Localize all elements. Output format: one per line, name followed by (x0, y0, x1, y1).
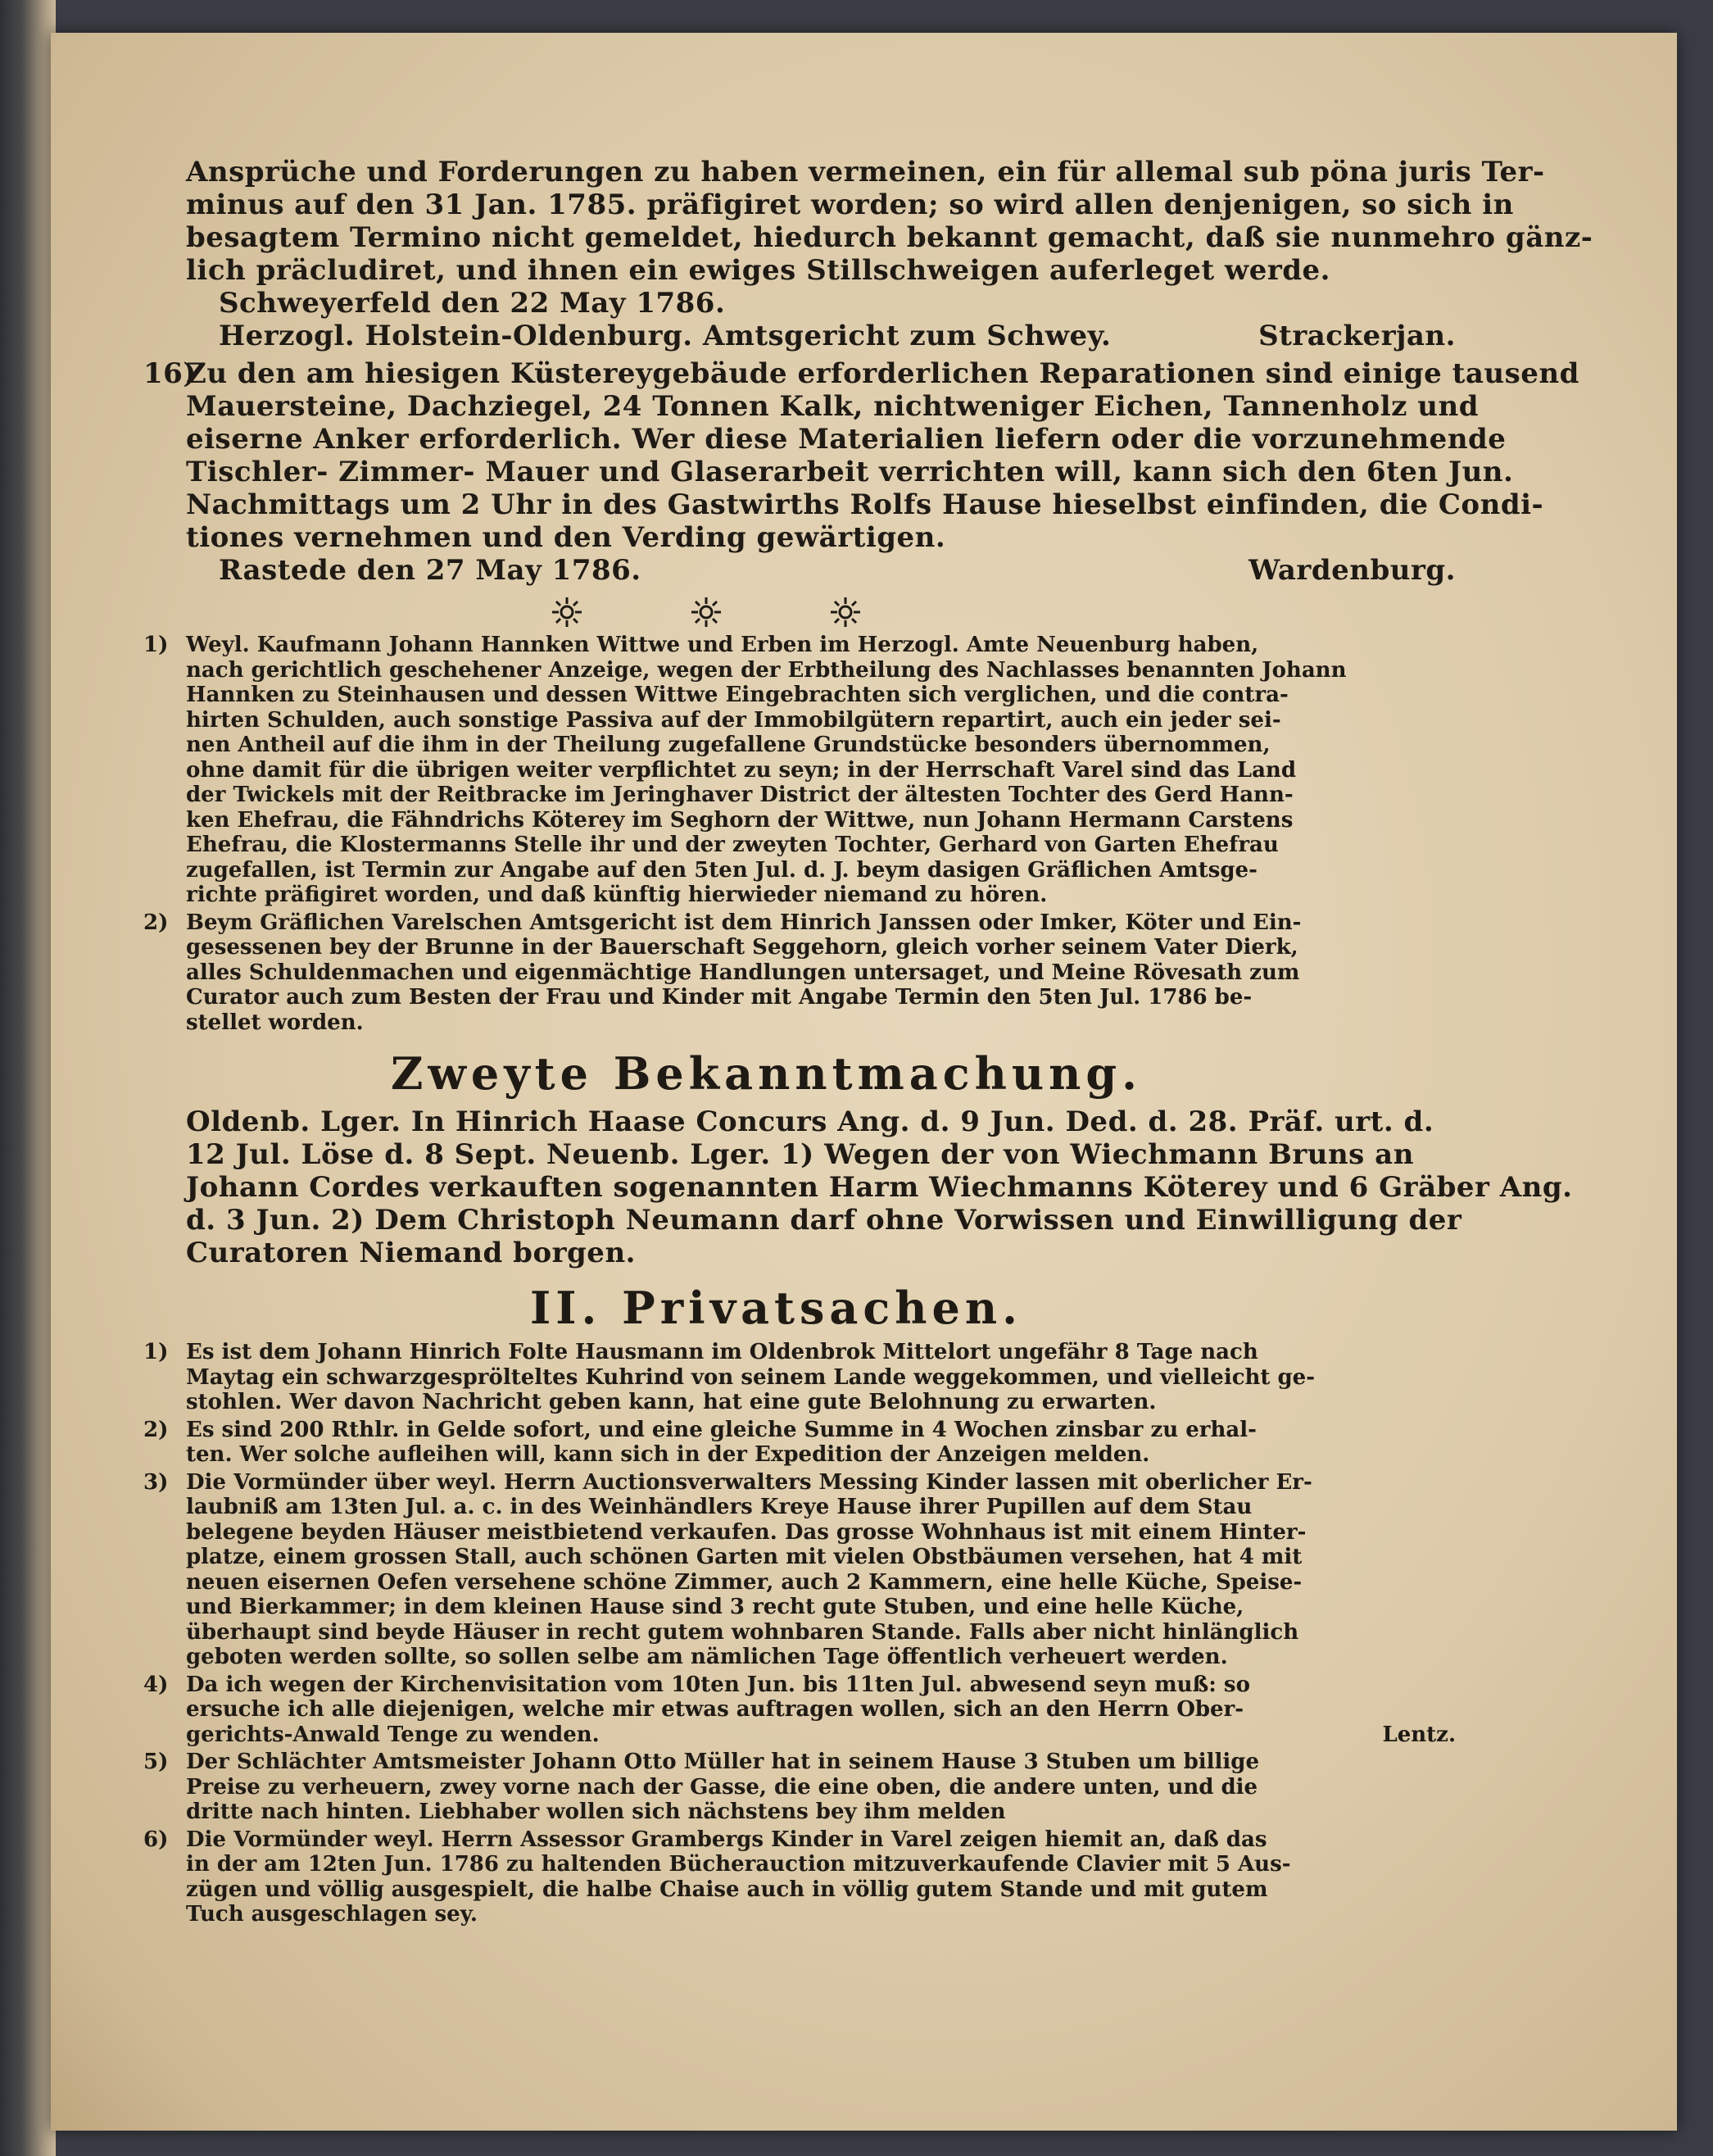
text-line: in der am 12ten Jun. 1786 zu haltenden Bücherauction mitzuverkaufende Clavier mit 5 Aus- (186, 1852, 1291, 1877)
text-line: Hannken zu Steinhausen und dessen Wittwe Eingebrachten sich verglichen, und die contra- (186, 683, 1289, 707)
text-line: Ansprüche und Forderungen zu haben vermeinen, ein für allemal sub pöna juris Ter- (186, 156, 1545, 188)
zweyte-bekanntmachung (186, 1105, 1573, 1269)
text-line: der Twickels mit der Reitbracke im Jeringhaver District der ältesten Tochter des Gerd Hann- (186, 783, 1294, 807)
text-line: eiserne Anker erforderlich. Wer diese Materialien liefern oder die vorzunehmende (186, 423, 1507, 456)
place-date: Rastede den 27 May 1786. (219, 554, 641, 587)
text-line: Zu den am hiesigen Küstereygebäude erforderlichen Reparationen sind einige tausend (186, 357, 1579, 390)
item-number: 2) (143, 910, 169, 935)
text-line: hirten Schulden, auch sonstige Passiva auf der Immobilgütern repartirt, auch ein jeder sei- (186, 707, 1281, 733)
text-line: Tuch ausgeschlagen sey. (186, 1902, 478, 1927)
text-line: Beym Gräflichen Varelschen Amtsgericht ist dem Hinrich Janssen oder Imker, Köter und Ein- (186, 910, 1302, 935)
text-line: Preise zu verheuern, zwey vorne nach der Gasse, die eine oben, die andere unten, und die (186, 1774, 1258, 1800)
text-line: platze, einem grossen Stall, auch schönen Garten mit vielen Obstbäumen versehen, hat 4 mit (186, 1545, 1303, 1569)
text-line: zügen und völlig ausgespielt, die halbe Chaise auch in völlig gutem Stande und mit gutem (186, 1877, 1268, 1902)
text-line: Tischler- Zimmer- Mauer und Glaserarbeit verrichten will, kann sich den 6ten Jun. (186, 456, 1514, 488)
text-line: Curator auch zum Besten der Frau und Kinder mit Angabe Termin den 5ten Jul. 1786 be- (186, 985, 1253, 1010)
text-line: neuen eisernen Oefen versehene schöne Zimmer, auch 2 Kammern, eine helle Küche, Speise- (186, 1569, 1303, 1595)
text-line: überhaupt sind beyde Häuser in recht gutem wohnbaren Stande. Falls aber nicht hinlänglich (186, 1619, 1299, 1645)
text-line: ohne damit für die übrigen weiter verpflichtet zu seyn; in der Herrschaft Varel sind das Land (186, 757, 1297, 783)
text-line: nen Antheil auf die ihm in der Theilung zugefallene Grundstücke besonders übernommen, (186, 733, 1271, 757)
text-line: lich präcludiret, und ihnen ein ewiges Stillschweigen auferleget werde. (186, 254, 1330, 287)
private-item-6 (143, 1827, 1456, 1927)
text-line: belegene beyden Häuser meistbietend verkaufen. Das grosse Wohnhaus ist mit einem Hinter- (186, 1519, 1307, 1545)
item-number: 1) (143, 633, 169, 657)
text-line: Da ich wegen der Kirchenvisitation vom 10ten Jun. bis 11ten Jul. abwesend seyn muß: so (186, 1672, 1250, 1697)
text-line: Die Vormünder über weyl. Herrn Auctionsverwalters Messing Kinder lassen mit oberlicher Er- (186, 1469, 1312, 1495)
text-line: besagtem Termino nicht gemeldet, hiedurch bekannt gemacht, daß sie nunmehro gänz- (186, 221, 1593, 254)
text-line: tiones vernehmen und den Verding gewärtigen. (186, 521, 946, 554)
item-number: 5) (143, 1750, 169, 1774)
text-line: Johann Cordes verkauften sogenannten Harm Wiechmanns Köterey und 6 Gräber Ang. (186, 1171, 1573, 1204)
private-item-1 (143, 1340, 1456, 1415)
text-line: dritte nach hinten. Liebhaber wollen sich nächstens bey ihm melden (186, 1800, 1006, 1824)
signature: Strackerjan. (1258, 320, 1456, 352)
text-line: 12 Jul. Löse d. 8 Sept. Neuenb. Lger. 1) Wegen der von Wiechmann Bruns an (186, 1138, 1414, 1171)
text-line: nach gerichtlich geschehener Anzeige, wegen der Erbtheilung des Nachlasses benannten Johann (186, 657, 1347, 683)
section-heading-privatsachen: II. Privatsachen. (530, 1282, 1022, 1334)
small-notice-2 (143, 910, 1456, 1036)
sun-ornament-icon (829, 596, 862, 629)
text-line: Oldenb. Lger. In Hinrich Haase Concurs Ang. d. 9 Jun. Ded. d. 28. Präf. urt. d. (186, 1105, 1434, 1138)
text-line: geboten werden sollte, so sollen selbe am nämlichen Tage öffentlich verheuert werden. (186, 1645, 1228, 1669)
text-line: und Bierkammer; in dem kleinen Hause sind 3 recht gute Stuben, und eine helle Küche, (186, 1595, 1244, 1619)
place-date-signature-line (186, 554, 1456, 587)
sun-ornament-icon (690, 596, 723, 629)
text-line: ersuche ich alle diejenigen, welche mir etwas auftragen wollen, sich an den Herrn Ober- (186, 1697, 1244, 1722)
text-line: Es sind 200 Rthlr. in Gelde sofort, und eine gleiche Summe in 4 Wochen zinsbar zu erhal- (186, 1417, 1257, 1442)
text-line: stohlen. Wer davon Nachricht geben kann, hat eine gute Belohnung zu erwarten. (186, 1390, 1157, 1414)
text-line: Mauersteine, Dachziegel, 24 Tonnen Kalk, nichtweniger Eichen, Tannenholz und (186, 390, 1479, 423)
book-binding-edge (0, 0, 56, 2156)
text-line: ken Ehefrau, die Fähndrichs Köterey im Seghorn der Wittwe, nun Johann Hermann Carstens (186, 807, 1294, 833)
text-line: Maytag ein schwarzgesprölteltes Kuhrind von seinem Lande weggekommen, und vielleicht ge- (186, 1364, 1315, 1390)
text-line: d. 3 Jun. 2) Dem Christoph Neumann darf ohne Vorwissen und Einwilligung der (186, 1204, 1462, 1237)
document-page (51, 33, 1677, 2131)
text-line (186, 1723, 1456, 1748)
private-item-4 (143, 1672, 1456, 1748)
text-line: gesessenen bey der Brunne in der Bauerschaft Seggehorn, gleich vorher seinem Vater Dierk, (186, 935, 1298, 960)
small-notice-1 (143, 633, 1456, 908)
text-line: stellet worden. (186, 1010, 364, 1035)
page-content (143, 156, 1593, 1930)
notice-item-16 (143, 357, 1579, 587)
text-line: laubniß am 13ten Jul. a. c. in des Weinhändlers Kreye Hause ihrer Pupillen auf dem Stau (186, 1495, 1253, 1519)
item-number: 16) (143, 357, 197, 390)
place-date: Schweyerfeld den 22 May 1786. (219, 287, 726, 320)
text-line: ten. Wer solche aufleihen will, kann sich in der Expedition der Anzeigen melden. (186, 1442, 1150, 1467)
private-item-5 (143, 1750, 1456, 1825)
text-line: Ehefrau, die Klostermanns Stelle ihr und der zweyten Tochter, Gerhard von Garten Ehefrau (186, 833, 1279, 857)
private-item-2 (143, 1417, 1456, 1468)
text-line: minus auf den 31 Jan. 1785. präfigiret worden; so wird allen denjenigen, so sich in (186, 188, 1514, 221)
text-line: zugefallen, ist Termin zur Angabe auf den 5ten Jul. d. J. beym dasigen Gräflichen Amtsge- (186, 857, 1258, 883)
signature: Wardenburg. (1248, 554, 1456, 587)
item-number: 2) (143, 1417, 169, 1442)
item-number: 1) (143, 1340, 169, 1364)
text-line: Die Vormünder weyl. Herrn Assessor Grambergs Kinder in Varel zeigen hiemit an, daß das (186, 1827, 1267, 1852)
sun-ornament-icon (551, 596, 583, 629)
text-line-content: gerichts-Anwald Tenge zu wenden. (186, 1722, 600, 1747)
court-signature-line (186, 320, 1456, 352)
notice-continuation (186, 156, 1593, 352)
text-line: Weyl. Kaufmann Johann Hannken Wittwe und Erben im Herzogl. Amte Neuenburg haben, (186, 633, 1259, 657)
item-number: 6) (143, 1827, 169, 1852)
item-number: 3) (143, 1469, 169, 1495)
private-item-3 (143, 1469, 1456, 1670)
section-heading-zweyte: Zweyte Bekanntmachung. (391, 1047, 1142, 1100)
item-number: 4) (143, 1672, 169, 1697)
text-line: Es ist dem Johann Hinrich Folte Hausmann im Oldenbrok Mittelort ungefähr 8 Tage nach (186, 1340, 1258, 1364)
text-line: Nachmittags um 2 Uhr in des Gastwirths Rolfs Hause hieselbst einfinden, die Condi- (186, 488, 1544, 521)
court-name: Herzogl. Holstein-Oldenburg. Amtsgericht zum Schwey. (219, 320, 1112, 352)
text-line: alles Schuldenmachen und eigenmächtige Handlungen untersaget, und Meine Rövesath zum (186, 960, 1300, 985)
text-line: Curatoren Niemand borgen. (186, 1237, 636, 1269)
ornament-row (186, 592, 1456, 633)
signature: Lentz. (1382, 1722, 1456, 1747)
text-line: richte präfigiret worden, und daß künftig hierwieder niemand zu hören. (186, 883, 1048, 907)
text-line: Der Schlächter Amtsmeister Johann Otto Müller hat in seinem Hause 3 Stuben um billige (186, 1750, 1259, 1774)
